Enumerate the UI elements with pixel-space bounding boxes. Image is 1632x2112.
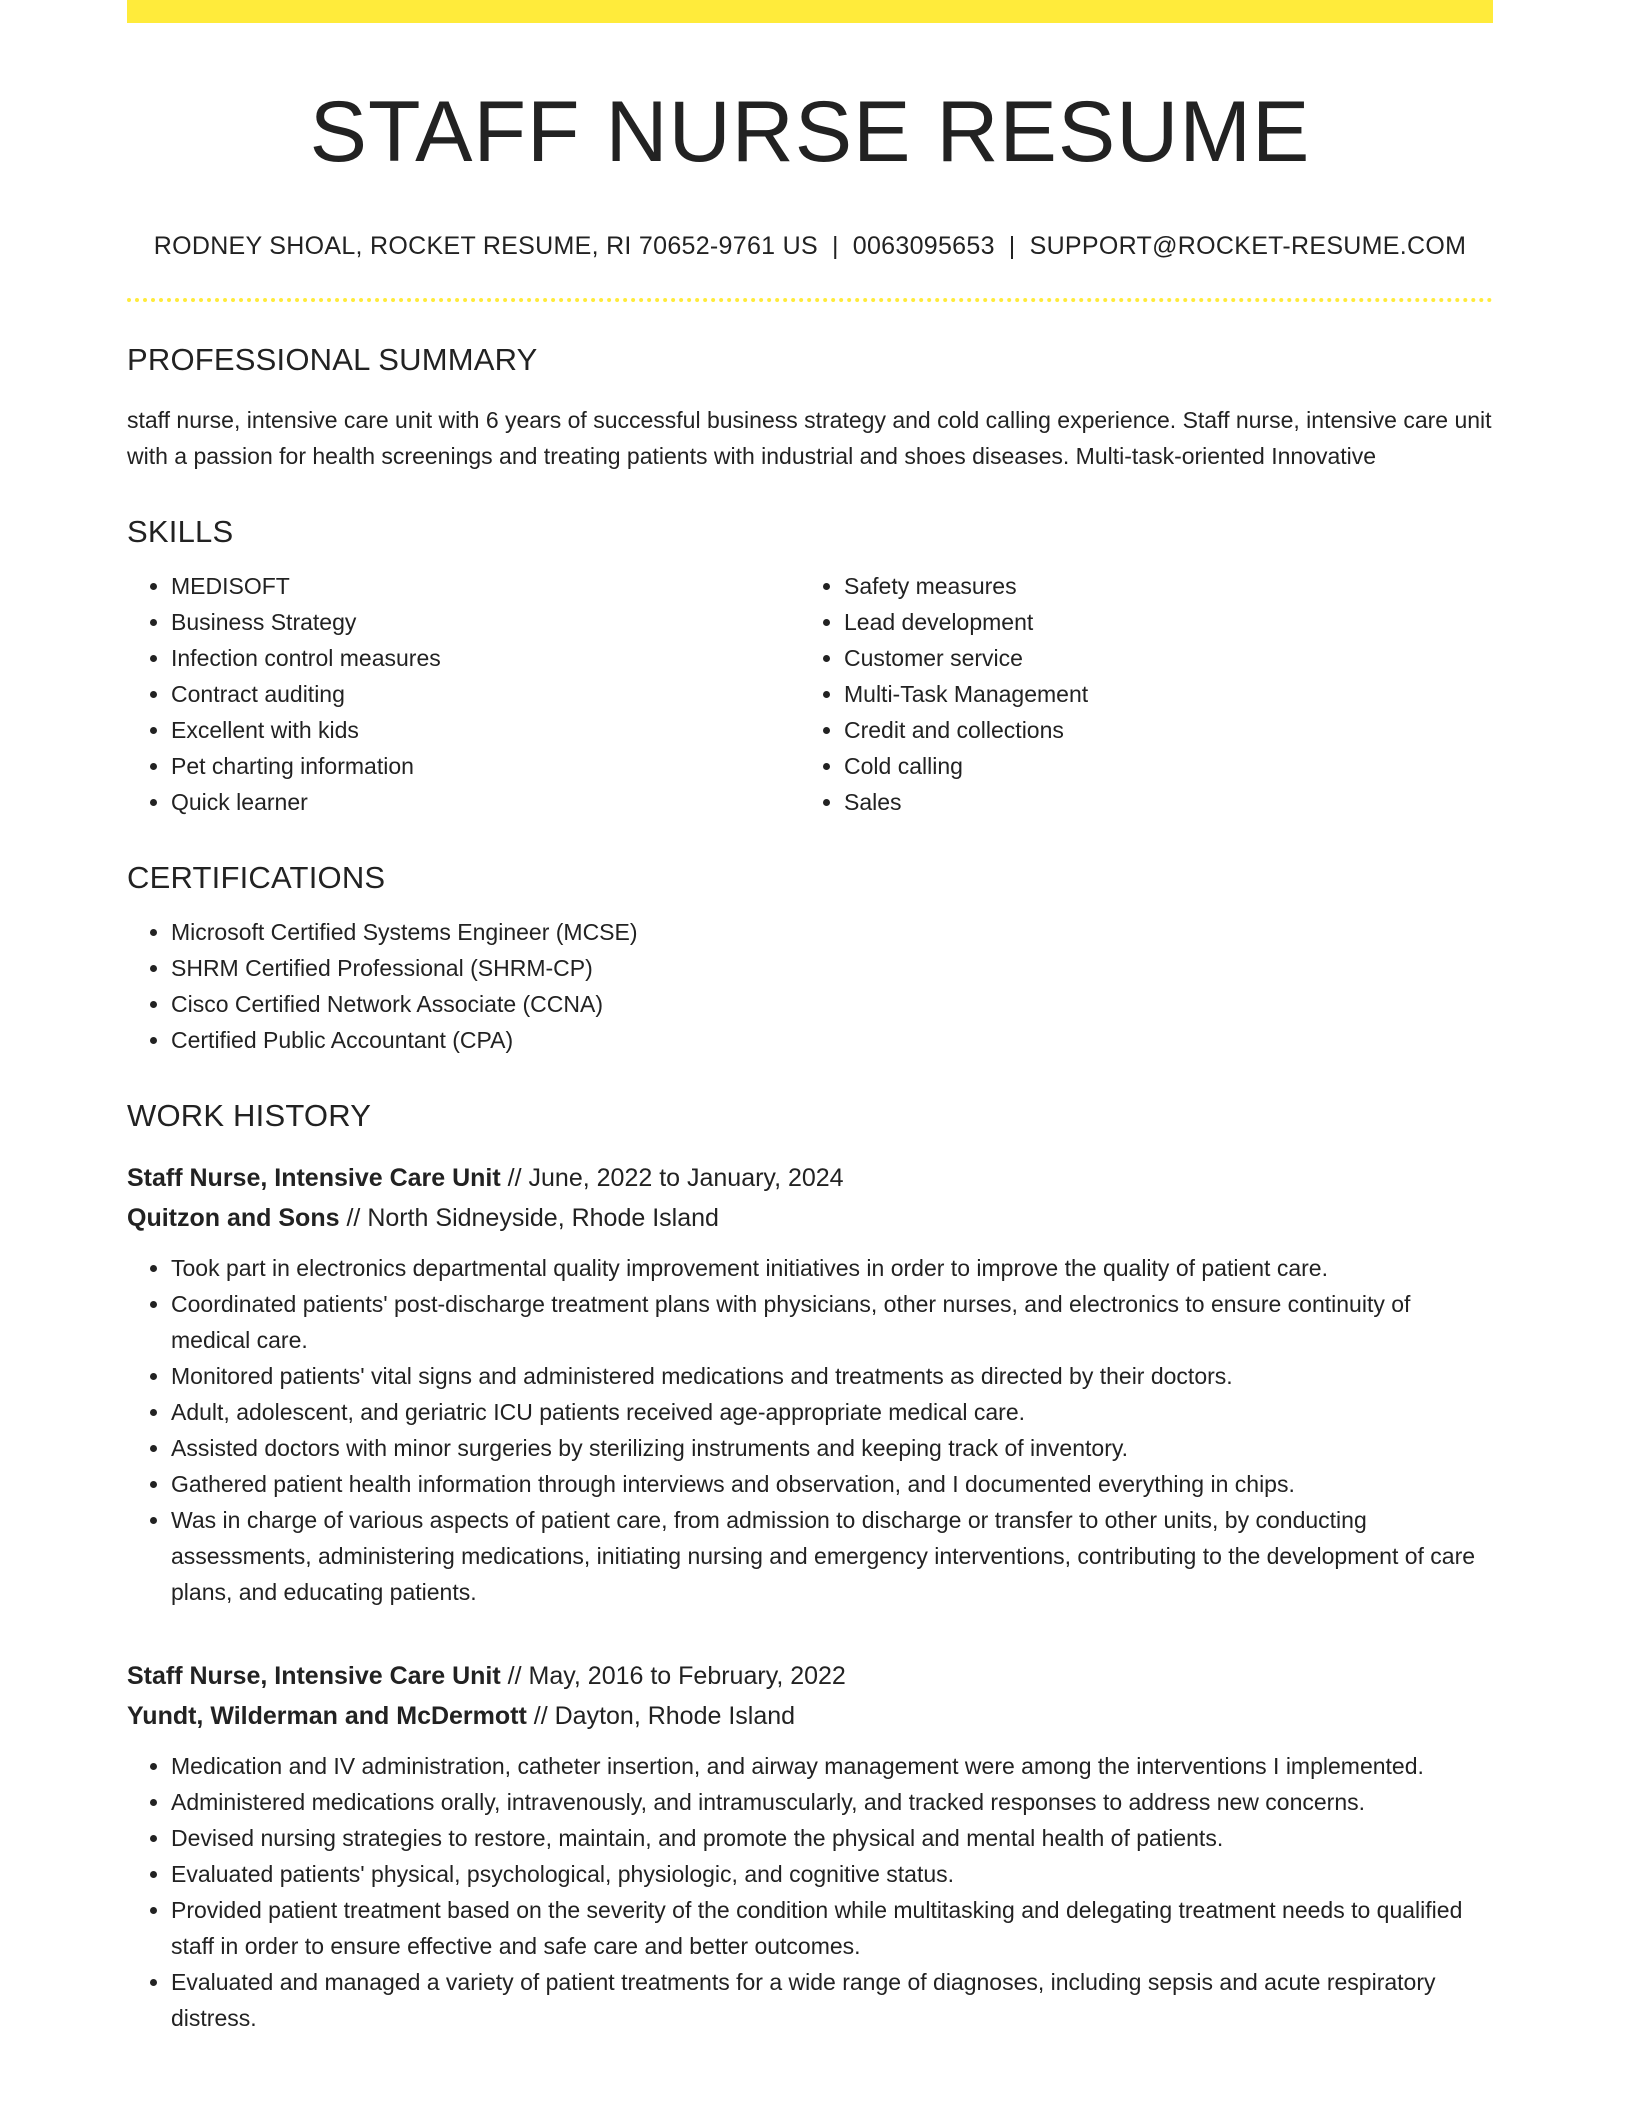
resume-page <box>127 0 1493 2036</box>
skills-section <box>127 514 1493 820</box>
skill-item: • Infection control measures <box>171 640 800 676</box>
contact-email: SUPPORT@ROCKET-RESUME.COM <box>1029 231 1467 260</box>
job-duty-item: • Devised nursing strategies to restore, maintain, and promote the physical and mental health of patients. <box>171 1820 1493 1856</box>
certification-item: • Certified Public Accountant (CPA) <box>171 1022 1493 1058</box>
skill-item: • Lead development <box>844 604 1473 640</box>
job-duty-item: • Adult, adolescent, and geriatric ICU patients received age-appropriate medical care. <box>171 1394 1493 1430</box>
job-duty-item: • Provided patient treatment based on the severity of the condition while multitasking and delegating treatment needs to qualified staff in order to ensure effective and safe care and better outcomes. <box>171 1892 1493 1964</box>
skill-item: • Quick learner <box>171 784 800 820</box>
job-divider: // <box>507 1661 522 1690</box>
job-duty-item: • Administered medications orally, intravenously, and intramuscularly, and tracked responses to address new concerns. <box>171 1784 1493 1820</box>
contact-address: RODNEY SHOAL, ROCKET RESUME, RI 70652-9761 US <box>153 231 818 260</box>
skill-item: • Pet charting information <box>171 748 800 784</box>
contact-separator: | <box>1008 231 1016 260</box>
accent-top-bar <box>127 0 1493 23</box>
contact-phone: 0063095653 <box>852 231 995 260</box>
skills-grid <box>127 568 1493 820</box>
skills-list-right <box>800 568 1473 820</box>
skill-item: • Customer service <box>844 640 1473 676</box>
section-heading-summary: PROFESSIONAL SUMMARY <box>127 341 538 377</box>
job-entry <box>127 1158 1493 1610</box>
certification-item: • Cisco Certified Network Associate (CCNA) <box>171 986 1493 1022</box>
section-heading-skills: SKILLS <box>127 513 234 549</box>
job-duty-item: • Gathered patient health information through interviews and observation, and I documented everything in chips. <box>171 1466 1493 1502</box>
job-duties-list <box>127 1250 1493 1610</box>
job-company: Quitzon and Sons <box>127 1203 340 1232</box>
certification-item: • Microsoft Certified Systems Engineer (MCSE) <box>171 914 1493 950</box>
job-company-line <box>127 1198 1493 1238</box>
job-title-line <box>127 1158 1493 1198</box>
job-duty-item: • Coordinated patients' post-discharge treatment plans with physicians, other nurses, and electronics to ensure continuity of medical care. <box>171 1286 1493 1358</box>
skill-item: • Safety measures <box>844 568 1473 604</box>
skill-item: • Contract auditing <box>171 676 800 712</box>
job-company-line <box>127 1696 1493 1736</box>
job-duty-item: • Assisted doctors with minor surgeries by sterilizing instruments and keeping track of inventory. <box>171 1430 1493 1466</box>
job-dates: May, 2016 to February, 2022 <box>528 1661 846 1690</box>
job-duty-item: • Evaluated and managed a variety of patient treatments for a wide range of diagnoses, including sepsis and acute respiratory distress. <box>171 1964 1493 2036</box>
section-heading-work-history: WORK HISTORY <box>127 1097 372 1133</box>
job-location: North Sidneyside, Rhode Island <box>367 1203 719 1232</box>
dotted-divider <box>127 298 1493 302</box>
skills-list-left <box>127 568 800 820</box>
job-company: Yundt, Wilderman and McDermott <box>127 1701 527 1730</box>
contact-separator: | <box>831 231 839 260</box>
skill-item: • Sales <box>844 784 1473 820</box>
skill-item: • Credit and collections <box>844 712 1473 748</box>
job-duty-item: • Monitored patients' vital signs and administered medications and treatments as directed by their doctors. <box>171 1358 1493 1394</box>
job-duty-item: • Medication and IV administration, catheter insertion, and airway management were among the interventions I implemented. <box>171 1748 1493 1784</box>
section-heading-certifications: CERTIFICATIONS <box>127 859 386 895</box>
certification-item: • SHRM Certified Professional (SHRM-CP) <box>171 950 1493 986</box>
job-entry <box>127 1656 1493 2036</box>
job-location: Dayton, Rhode Island <box>554 1701 796 1730</box>
summary-text: staff nurse, intensive care unit with 6 years of successful business strategy and cold calling experience. Staff nurse, intensive care unit with a passion for health screenings and treating patients with industrial and shoes diseases. Multi-task-oriented Innovative <box>127 406 1492 469</box>
contact-line <box>127 232 1493 261</box>
job-duty-item: • Was in charge of various aspects of patient care, from admission to discharge or transfer to other units, by conducting assessments, administering medications, initiating nursing and emergency interventions, contributing to the development of care plans, and educating patients. <box>171 1502 1493 1610</box>
certifications-list <box>127 914 1493 1058</box>
professional-summary-section <box>127 342 1493 474</box>
work-history-section <box>127 1098 1493 2036</box>
job-duty-item: • Evaluated patients' physical, psychological, physiologic, and cognitive status. <box>171 1856 1493 1892</box>
certifications-section <box>127 860 1493 1058</box>
job-duty-item: • Took part in electronics departmental quality improvement initiatives in order to improve the quality of patient care. <box>171 1250 1493 1286</box>
skill-item: • Excellent with kids <box>171 712 800 748</box>
skill-item: • Multi-Task Management <box>844 676 1473 712</box>
resume-title: STAFF NURSE RESUME <box>309 84 1311 180</box>
skill-item: • Business Strategy <box>171 604 800 640</box>
job-title: Staff Nurse, Intensive Care Unit <box>127 1661 501 1690</box>
skill-item: • MEDISOFT <box>171 568 800 604</box>
job-divider: // <box>533 1701 548 1730</box>
job-duties-list <box>127 1748 1493 2036</box>
job-dates: June, 2022 to January, 2024 <box>528 1163 844 1192</box>
job-title: Staff Nurse, Intensive Care Unit <box>127 1163 501 1192</box>
job-title-line <box>127 1656 1493 1696</box>
job-divider: // <box>346 1203 361 1232</box>
skill-item: • Cold calling <box>844 748 1473 784</box>
job-divider: // <box>507 1163 522 1192</box>
